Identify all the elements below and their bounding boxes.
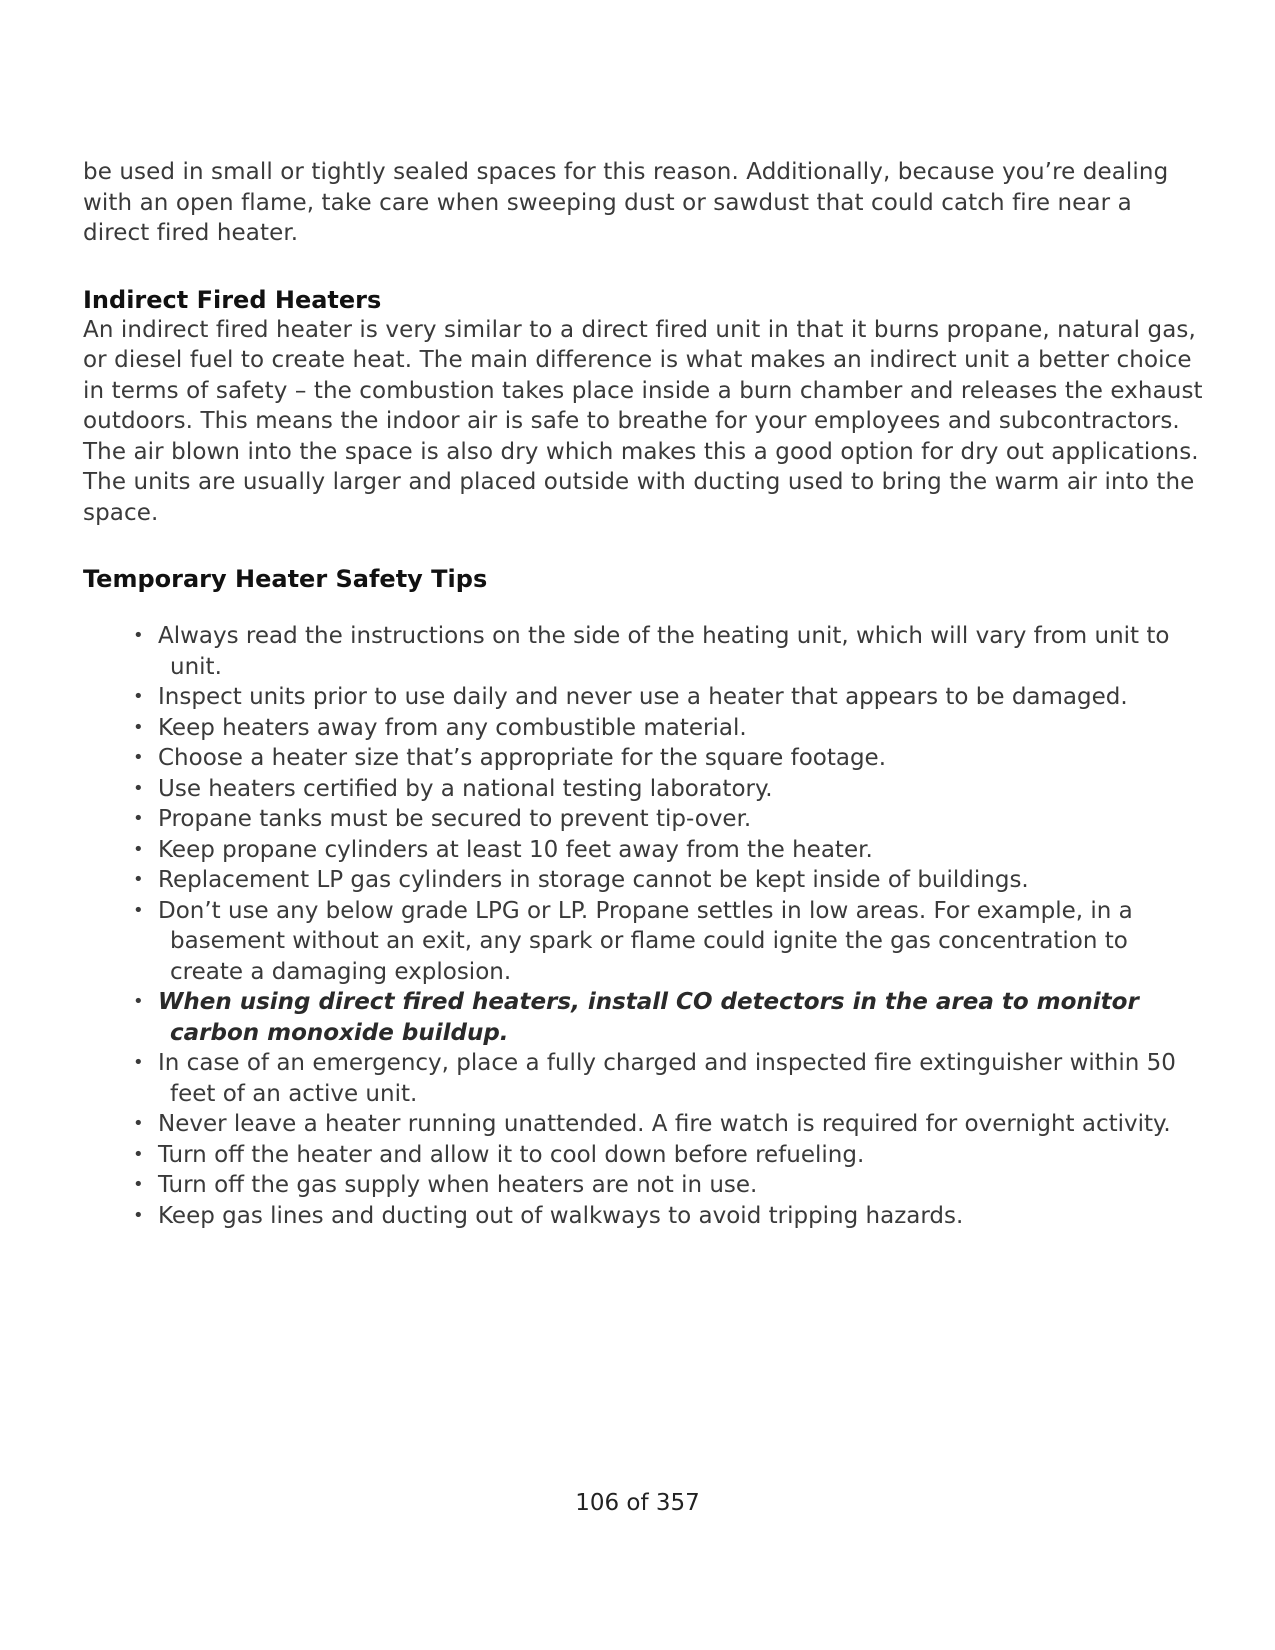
bullet-icon: •	[133, 899, 144, 921]
page-number: 106 of 357	[575, 1490, 700, 1516]
list-item-text: Propane tanks must be secured to prevent tip-over.	[158, 806, 752, 832]
list-item-emphasized	[133, 987, 1203, 1048]
list-item-text: Never leave a heater running unattended. A fire watch is required for overnight activity.	[158, 1111, 1171, 1137]
list-item	[133, 682, 1203, 713]
list-item	[133, 1048, 1203, 1109]
bullet-icon: •	[133, 747, 144, 768]
list-item	[133, 1170, 1203, 1201]
list-item-text: Keep propane cylinders at least 10 feet away from the heater.	[158, 836, 873, 863]
safety-tips-heading: Temporary Heater Safety Tips	[83, 565, 488, 593]
list-item	[133, 1109, 1203, 1140]
list-item	[133, 1201, 1203, 1232]
bullet-icon: •	[133, 1204, 144, 1226]
list-item-text: Turn off the gas supply when heaters are not in use.	[158, 1172, 758, 1198]
bullet-icon: •	[133, 1113, 144, 1134]
list-item-text: Always read the instructions on the side of the heating unit, which will vary from unit to unit.	[158, 623, 1170, 680]
list-item	[133, 743, 1203, 774]
list-item-text: Choose a heater size that’s appropriate for the square footage.	[158, 745, 887, 771]
list-item	[133, 774, 1203, 805]
bullet-icon: •	[133, 991, 144, 1012]
list-item	[133, 1140, 1203, 1171]
safety-tips-list	[83, 621, 1203, 1231]
list-item	[133, 713, 1203, 744]
list-item-text: In case of an emergency, place a fully charged and inspected fire extinguisher within 50 feet of an active unit.	[158, 1050, 1176, 1107]
list-item	[133, 621, 1203, 682]
bullet-icon: •	[133, 808, 144, 829]
intro-paragraph: be used in small or tightly sealed spaces for this reason. Additionally, because you’re dealing with an open flame, take care when sweeping dust or sawdust that could catch fire near a direct fired heater.	[83, 159, 1169, 246]
bullet-icon: •	[133, 625, 144, 646]
list-item-text: Replacement LP gas cylinders in storage cannot be kept inside of buildings.	[158, 867, 1029, 893]
list-item-text: Inspect units prior to use daily and never use a heater that appears to be damaged.	[158, 684, 1128, 710]
list-item	[133, 865, 1203, 896]
bullet-icon: •	[133, 716, 144, 738]
list-item-text: Keep gas lines and ducting out of walkways to avoid tripping hazards.	[158, 1202, 964, 1229]
bullet-icon: •	[133, 869, 144, 890]
document-page	[83, 157, 1203, 1231]
list-item-text: When using direct fired heaters, install CO detectors in the area to monitor carbon monoxide buildup.	[158, 989, 1139, 1046]
list-item	[133, 804, 1203, 835]
indirect-heaters-paragraph: An indirect fired heater is very similar to a direct fired unit in that it burns propane, natural gas, or diesel fuel to create heat. The main difference is what makes an indirect unit a better choice in terms of safety – the combustion takes place inside a burn chamber and releases the exhaust outdoors. This means the indoor air is safe to breathe for your employees and subcontractors. The air blown into the space is also dry which makes this a good option for dry out applications. The units are usually larger and placed outside with ducting used to bring the warm air into the space.	[83, 316, 1203, 526]
list-item-text: Use heaters certified by a national testing laboratory.	[158, 775, 773, 802]
list-item	[133, 835, 1203, 866]
list-item	[133, 896, 1203, 988]
bullet-icon: •	[133, 1143, 144, 1165]
bullet-icon: •	[133, 686, 144, 707]
list-item-text: Keep heaters away from any combustible material.	[158, 714, 747, 741]
list-item-text: Don’t use any below grade LPG or LP. Propane settles in low areas. For example, in a basement without an exit, any spark or flame could ignite the gas concentration to create a damaging explosion.	[158, 897, 1133, 985]
bullet-icon: •	[133, 1052, 144, 1073]
bullet-icon: •	[133, 777, 144, 799]
bullet-icon: •	[133, 1174, 144, 1195]
list-item-text: Turn off the heater and allow it to cool down before refueling.	[158, 1141, 865, 1168]
indirect-heaters-heading: Indirect Fired Heaters	[83, 285, 382, 314]
bullet-icon: •	[133, 838, 144, 860]
